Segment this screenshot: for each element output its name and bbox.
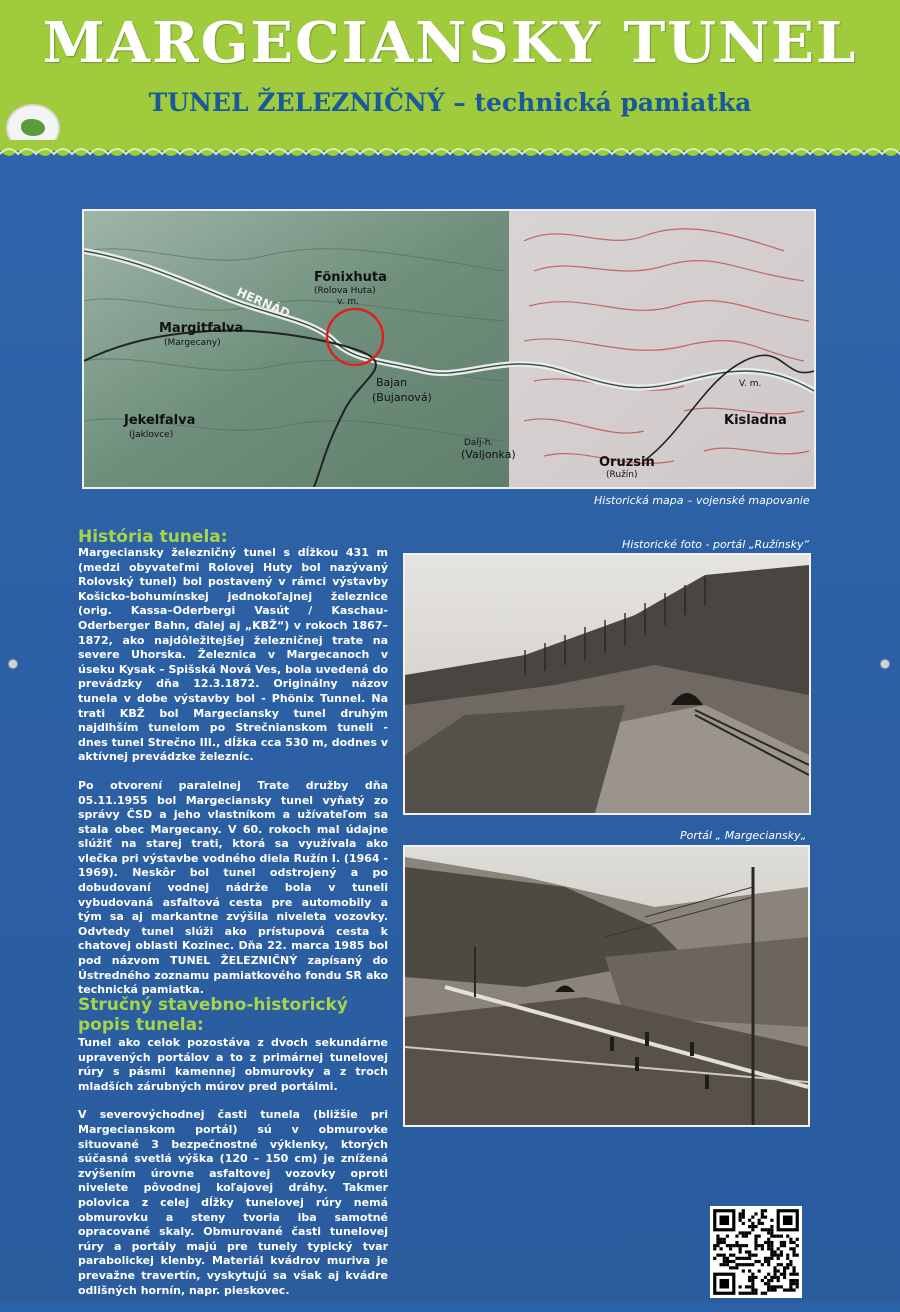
map-label-dalj: Dalj-h. [464,438,494,448]
header-banner [0,0,900,150]
map-label-bajan: Bajan [376,376,408,389]
qr-code-pattern [710,1206,802,1298]
map-label-jekelfalva: Jekelfalva [124,413,196,428]
map-caption: Historická mapa – vojenské mapovanie [594,494,810,507]
historical-photo-ruzinsky-portal [403,553,811,815]
page-title: MARGECIANSKY TUNEL [42,10,858,76]
map-label-bujanova: (Bujanová) [372,391,432,404]
mounting-screw-right [880,659,890,669]
map-label-valjonka: (Valjonka) [461,448,516,461]
description-heading-line1: Stručný stavebno-historický [78,995,348,1015]
history-paragraph-1: Margeciansky železničný tunel s dĺžkou 431 m (medzi obyvateľmi Rolovej Huty bol nazývaný Rolovský tunel) bol postavený v rámci výstavby Košicko-bohumínskej jednokoľajnej železnice (orig. Kassa–Oderbergi Vasút / Kaschau-Oderberger Bahn, ďalej aj „KBŽ“) v rokoch 1867–1872, ako najdôležitejšej železničnej trate na severe Uhorska. Železnica v Margecanoch v úseku Kysak – Spišská Nová Ves, bola uvedená do prevádzky dňa 12.3.1872. Originálny názov tunela v dobe výstavby bol - Phönix Tunnel. Na trati KBŽ bol Margeciansky tunel druhým najdlhším tunelom po Strečnianskom tuneli - dnes tunel Strečno III., dĺžka cca 530 m, dodnes v aktívnej prevádzke železníc. [78,546,388,764]
map-label-fonixhuta: Fönixhuta [314,270,387,285]
decorative-wave-border [0,140,900,164]
map-label-ruzin: (Ružín) [606,470,638,480]
description-heading-line2: popis tunela: [78,1015,204,1035]
map-label-jaklovce: (Jaklovce) [129,430,174,440]
history-paragraph-2: Po otvorení paralelnej Trate družby dňa 05.11.1955 bol Margeciansky tunel vyňatý zo správy ČSD a jeho vlastníkom a užívateľom sa stala obec Margecany. V 60. rokoch mal údajne slúžiť na starej trati, ktorá sa využívala ako vlečka pri výstavbe vodného diela Ružín I. (1964 - 1969). Neskôr bol tunel odstrojený a po dobudovaní vodnej nádrže bola v tuneli vybudovaná asfaltová cesta pre automobily a tým sa aj markantne zvýšila niveleta vozovky. Odvtedy tunel slúži ako prístupová cesta k chatovej oblasti Kozinec. Dňa 22. marca 1985 bol pod názvom TUNEL ŽELEZNIČNÝ zapísaný do Ústredného zoznamu pamiatkového fondu SR ako technická pamiatka. [78,778,388,997]
history-text [78,546,388,1012]
description-paragraph-2: V severovýchodnej časti tunela (bližšie pri Margecianskom portál) sú v obmurovke situované 3 bezpečnostné výklenky, ktorých súčasná svetlá výška (120 – 150 cm) je znížená zvýšením úrovne asfaltovej vozovky oproti nivelete pôvodnej koľajovej dráhy. Takmer polovica z celej dĺžky tunelovej rúry nemá obmurovku a steny tvoria iba samotné opracované skaly. Obmurované časti tunelovej rúry a portály majú pre tunely typický tvar parabolickej klenby. Materiál kvádrov muriva je prevažne travertín, vyskytujú sa však aj kvádre odlišných hornín, napr. pieskovec. [78,1108,388,1297]
history-heading: História tunela: [78,527,228,547]
historical-photo-margeciansky-portal [403,845,810,1127]
photo1-caption: Historické foto - portál „Ružínsky“ [622,538,810,551]
map-label-vm2: V. m. [739,379,762,389]
map-label-rolova-huta: (Rolova Huta) [314,286,376,296]
description-text [78,1036,388,1312]
map-label-kisladna: Kisladna [724,413,787,428]
map-label-margitfalva: Margitfalva [159,321,244,336]
map-label-vm1: v. m. [337,297,359,307]
qr-code-icon[interactable] [710,1206,802,1298]
page-subtitle: TUNEL ŽELEZNIČNÝ – technická pamiatka [148,88,752,117]
photo2-caption: Portál „ Margeciansky„ [680,829,807,842]
mounting-screw-left [8,659,18,669]
map-label-hernad: HERNÁD [234,284,293,321]
map-drawing [84,211,814,487]
map-label-margecany: (Margecany) [164,338,221,348]
map-label-oruzsin: Oruzsin [599,455,655,470]
historical-map [82,209,816,489]
description-paragraph-1: Tunel ako celok pozostáva z dvoch sekundárne upravených portálov a to z primárnej tunelovej rúry s pásmi kamennej obmurovky a z troch mladších zárubných múrov pred portálmi. [78,1036,388,1093]
description-heading [78,995,348,1035]
